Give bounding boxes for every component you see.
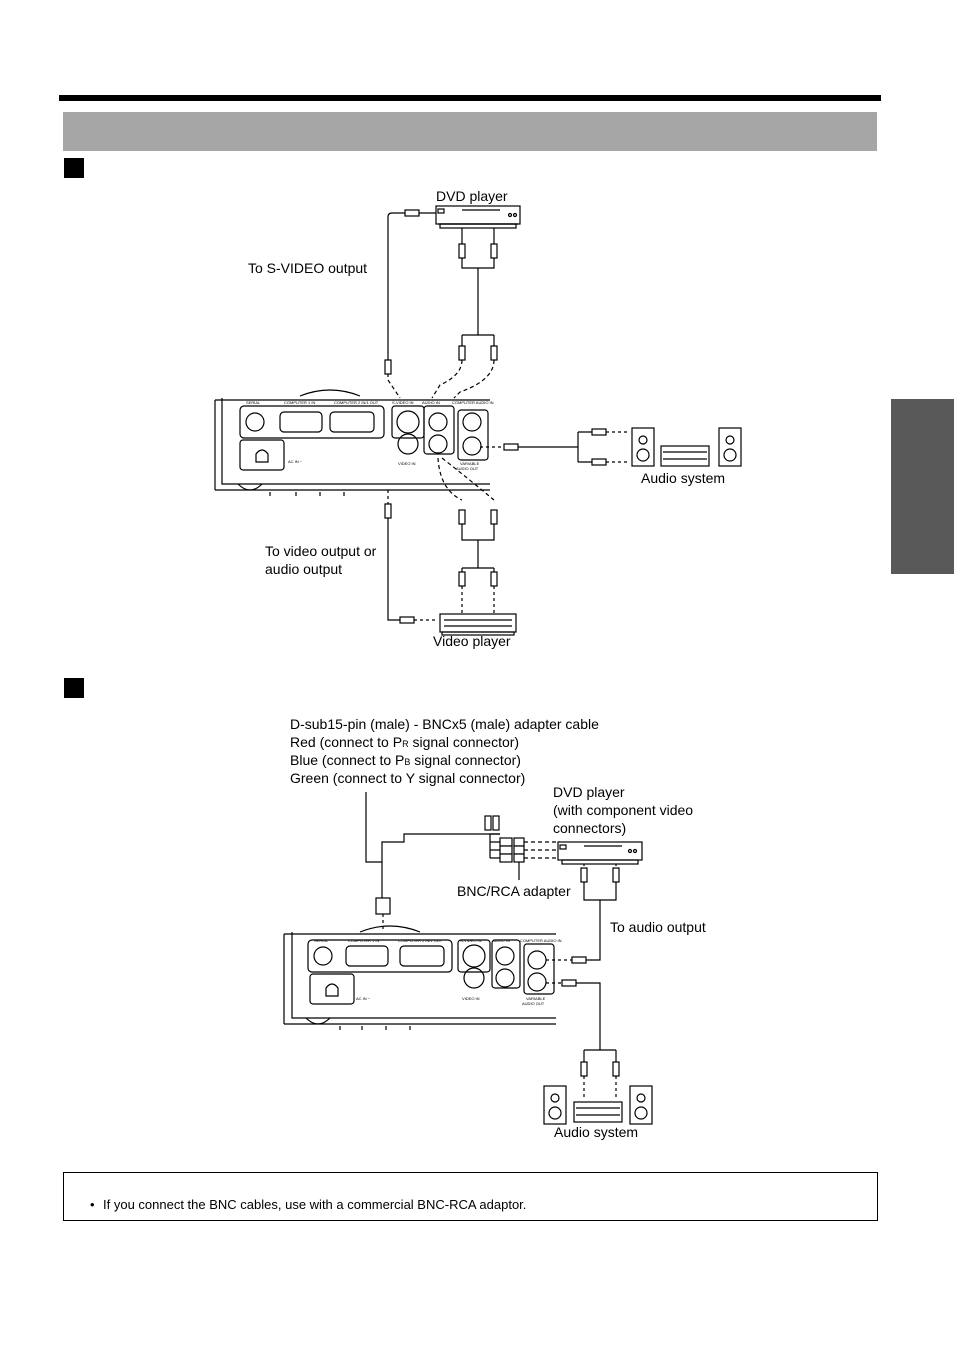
audio-system-label-1: Audio system	[641, 470, 726, 486]
panel1-video-in: VIDEO IN	[398, 461, 416, 466]
panel1-computer1: COMPUTER 1 IN	[284, 400, 316, 405]
cable-label-red: Red (connect to PR signal connector)	[290, 734, 520, 750]
panel1-computer2: COMPUTER 2 IN/1 OUT	[334, 400, 379, 405]
panel1-audio-in: AUDIO IN	[422, 400, 440, 405]
panel2-computer2: COMPUTER 2 IN/1 OUT	[398, 938, 443, 943]
audio-system-label-2: Audio system	[554, 1124, 639, 1140]
to-video-output-label-line1: To video output or	[265, 543, 377, 559]
panel1-variable: VARIABLE	[460, 461, 480, 466]
cable-label-line1: D-sub15-pin (male) - BNCx5 (male) adapter cable	[290, 716, 599, 732]
panel2-audio-in: AUDIO IN	[492, 938, 510, 943]
to-svideo-output-label: To S-VIDEO output	[248, 260, 368, 276]
to-audio-output-label: To audio output	[610, 919, 706, 935]
panel1-serial: SERIAL	[246, 400, 261, 405]
audio-system-1	[632, 428, 741, 466]
video-player-label: Video player	[433, 633, 511, 649]
to-video-output-label-line2: audio output	[265, 561, 343, 577]
panel2-audio-out: AUDIO OUT	[522, 1001, 545, 1006]
cable-label-green: Green (connect to Y signal connector)	[290, 770, 526, 786]
panel2-variable: VARIABLE	[526, 996, 546, 1001]
panel1-ac-in: AC IN ~	[288, 459, 303, 464]
cable-label-blue: Blue (connect to PB signal connector)	[290, 752, 521, 768]
panel2-video-in: VIDEO IN	[462, 996, 480, 1001]
panel1-svideo: S-VIDEO IN	[392, 400, 414, 405]
dvd-player-2-label-line1: DVD player	[553, 784, 625, 800]
panel2-computer1: COMPUTER 1 IN	[348, 938, 380, 943]
audio-system-2	[544, 1086, 652, 1124]
projector-panel-1	[215, 390, 490, 496]
panel1-audio-out: AUDIO OUT	[456, 466, 479, 471]
panel2-computer-audio: COMPUTER AUDIO IN	[520, 938, 562, 943]
dvd-player-2-label-line2: (with component video	[553, 802, 694, 818]
bnc-rca-adapter-label: BNC/RCA adapter	[457, 883, 571, 899]
panel2-ac-in: AC IN ~	[356, 996, 371, 1001]
note-bullet: •	[90, 1197, 95, 1212]
panel1-computer-audio: COMPUTER AUDIO IN	[452, 400, 494, 405]
dvd-player-1	[436, 206, 520, 228]
dvd-player-2	[558, 842, 642, 864]
panel2-svideo: S-VIDEO IN	[460, 938, 482, 943]
dvd-player-2-label-line3: connectors)	[553, 820, 627, 836]
dvd-player-label: DVD player	[436, 188, 508, 204]
panel2-serial: SERIAL	[314, 938, 329, 943]
note-text: If you connect the BNC cables, use with a commercial BNC-RCA adaptor.	[103, 1197, 527, 1212]
